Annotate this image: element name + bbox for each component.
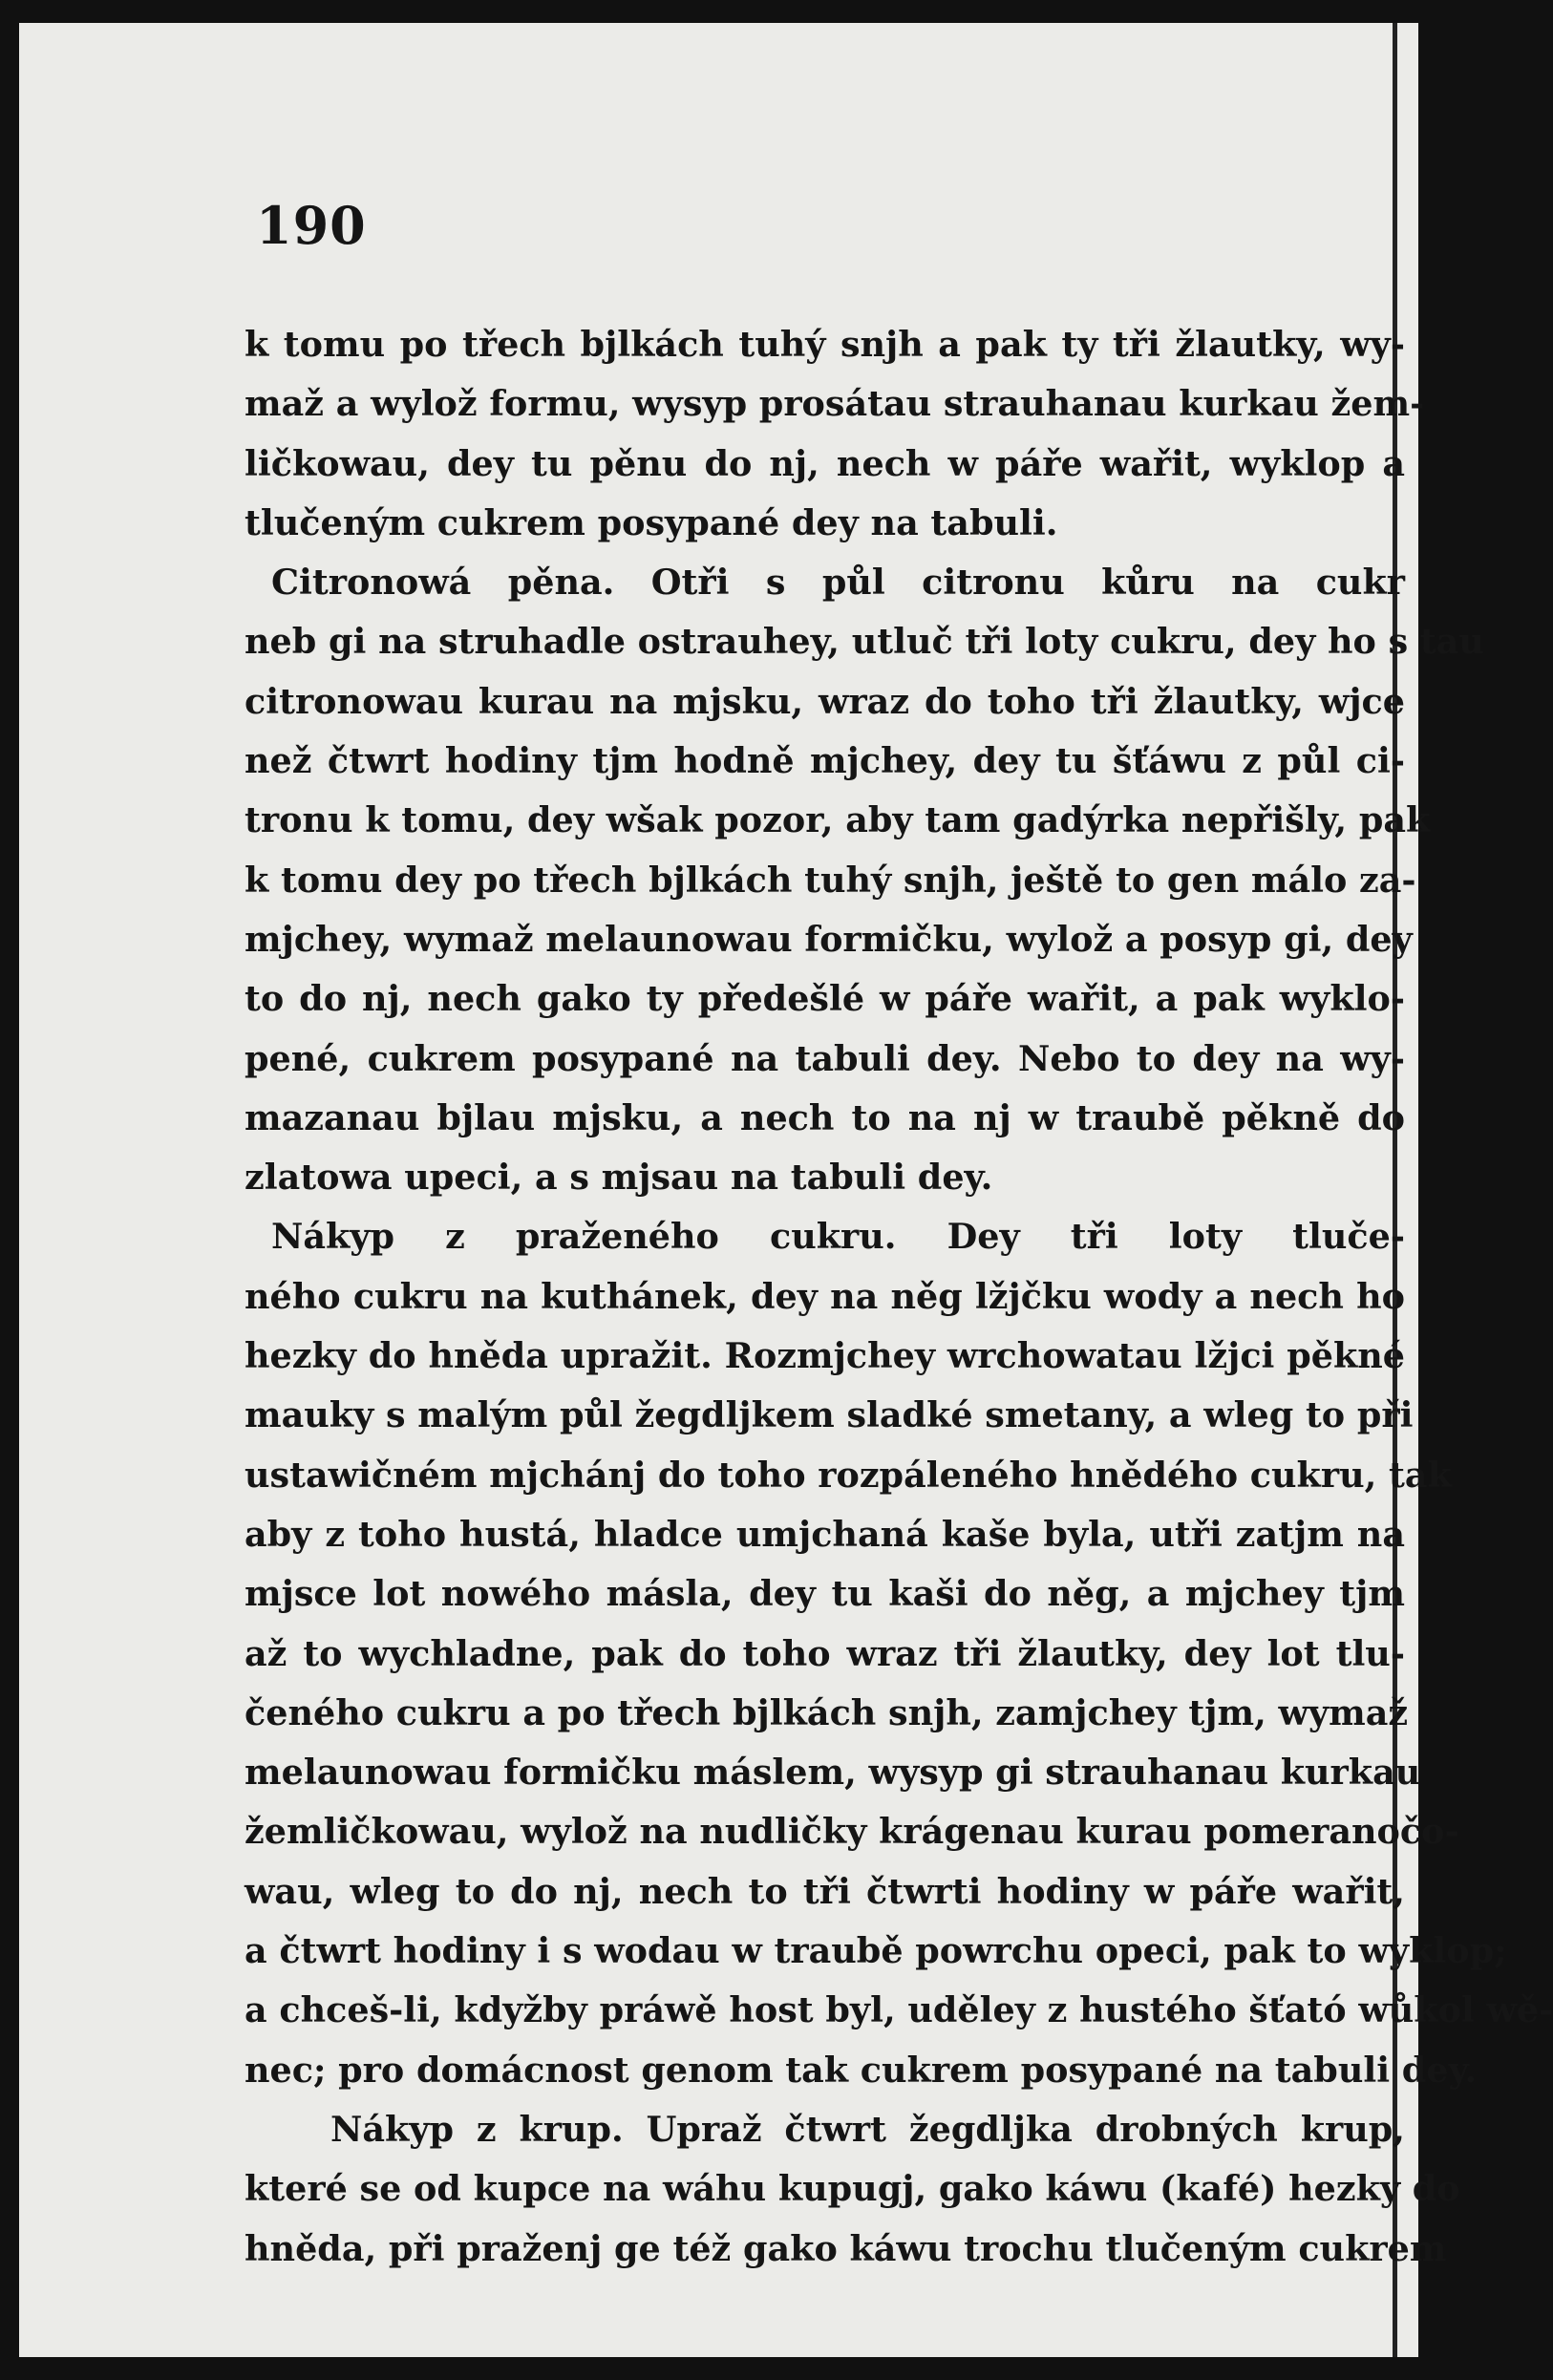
text-line: maž a wylož formu, wysyp prosátau strauhanau kurkau žem- — [245, 383, 1425, 425]
text-line: ustawičném mjchánj do toho rozpáleného hnědého cukru, tak — [245, 1454, 1452, 1496]
text-line: a chceš-li, kdyžby práwě host byl, uděley z hustého šťató wůkol wě- — [245, 1989, 1553, 2031]
text-line: které se od kupce na wáhu kupugj, gako káwu (kafé) hezky do — [245, 2168, 1460, 2210]
text-line: zlatowa upeci, a s mjsau na tabuli dey. — [245, 1157, 993, 1199]
text-line: ličkowau, dey tu pěnu do nj, nech w páře wařit, wyklop a — [245, 442, 1405, 484]
text-line: čeného cukru a po třech bjlkách snjh, zamjchey tjm, wymaž — [245, 1691, 1409, 1733]
text-line: mauky s malým půl žegdljkem sladké smetany, a wleg to při — [245, 1394, 1414, 1436]
text-line: nec; pro domácnost genom tak cukrem posypané na tabuli dey. — [245, 2049, 1478, 2091]
book-page — [19, 23, 1553, 2357]
text-line: Citronowá pěna. Otři s půl citronu kůru na cukr — [271, 562, 1405, 604]
text-line: Nákyp z praženého cukru. Dey tři loty tluče- — [271, 1216, 1405, 1258]
text-line: citronowau kurau na mjsku, wraz do toho tři žlautky, wjce — [245, 680, 1405, 722]
text-line: žemličkowau, wylož na nudličky krágenau kurau pomeranočo- — [245, 1811, 1459, 1853]
text-line: tronu k tomu, dey wšak pozor, aby tam gadýrka nepřišly, pak — [245, 799, 1431, 841]
text-line: a čtwrt hodiny i s wodau w traubě powrchu opeci, pak to wyklop; — [245, 1930, 1507, 1972]
page-number: 190 — [256, 195, 367, 256]
page-text-block — [245, 195, 1553, 2279]
text-line: pené, cukrem posypané na tabuli dey. Nebo to dey na wy- — [245, 1037, 1405, 1079]
text-line: hněda, při praženj ge též gako káwu trochu tlučeným cukrem — [245, 2227, 1447, 2269]
text-line: wau, wleg to do nj, nech to tři čtwrti hodiny w páře wařit, — [245, 1870, 1405, 1912]
text-lines — [245, 315, 1553, 2279]
text-line: než čtwrt hodiny tjm hodně mjchey, dey tu šťáwu z půl ci- — [245, 740, 1405, 782]
text-line: Nákyp z krup. Upraž čtwrt žegdljka drobných krup, — [330, 2108, 1405, 2150]
text-line: k tomu po třech bjlkách tuhý snjh a pak ty tři žlautky, wy- — [245, 324, 1405, 365]
text-line: mjsce lot nowého másla, dey tu kaši do něg, a mjchey tjm — [245, 1573, 1405, 1615]
text-line: tlučeným cukrem posypané dey na tabuli. — [245, 501, 1058, 543]
text-line: mjchey, wymaž melaunowau formičku, wylož a posyp gi, dey — [245, 918, 1413, 960]
text-line: aby z toho hustá, hladce umjchaná kaše byla, utři zatjm na — [245, 1513, 1405, 1555]
text-line: ného cukru na kuthánek, dey na něg lžjčku wody a nech ho — [245, 1275, 1405, 1317]
text-line: hezky do hněda upražit. Rozmjchey wrchowatau lžjci pěkné — [245, 1335, 1405, 1377]
text-line: to do nj, nech gako ty předešlé w páře wařit, a pak wyklo- — [245, 978, 1405, 1020]
text-line: k tomu dey po třech bjlkách tuhý snjh, ještě to gen málo za- — [245, 859, 1416, 901]
text-line: mazanau bjlau mjsku, a nech to na nj w traubě pěkně do — [245, 1096, 1405, 1138]
text-line: až to wychladne, pak do toho wraz tři žlautky, dey lot tlu- — [245, 1632, 1405, 1674]
text-line: neb gi na struhadle ostrauhey, utluč tři loty cukru, dey ho s tau — [245, 621, 1484, 663]
text-line: melaunowau formičku máslem, wysyp gi strauhanau kurkau — [245, 1752, 1421, 1794]
